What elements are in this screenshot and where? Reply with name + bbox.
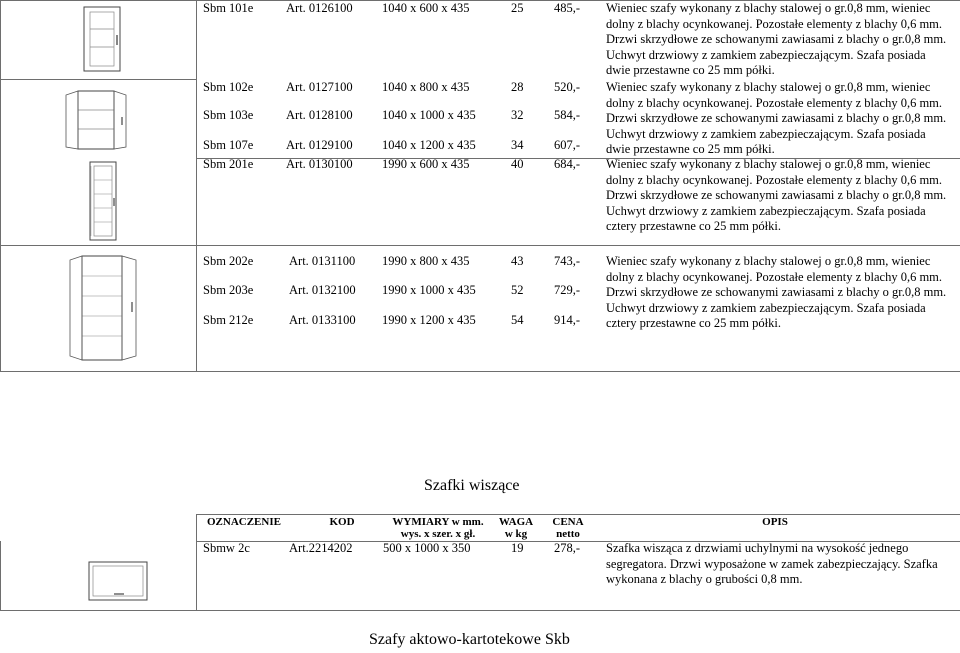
cabinet-101e-image [70,5,130,75]
row-name: Sbm 102e [203,80,254,94]
table-border-left [0,0,1,372]
row-name: Sbm 201e [203,157,254,171]
table-border-bottom [0,610,960,611]
row-name: Sbm 103e [203,108,254,122]
row-dims: 1040 x 1200 x 435 [382,138,476,152]
section-title: Szafki wiszące [424,477,520,494]
row-dims: 1040 x 1000 x 435 [382,108,476,122]
description-line: wykonana z blachy o grubości 0,8 mm. [606,572,803,586]
row-weight: 25 [511,1,524,15]
row-dims: 1990 x 1000 x 435 [382,283,476,297]
row-weight: 34 [511,138,524,152]
header-cena-line1: CENA [552,516,584,528]
row-weight: 40 [511,157,524,171]
column-divider [196,514,197,611]
row-weight: 54 [511,313,524,327]
description-line: Wieniec szafy wykonany z blachy stalowej o gr.0,8 mm, wieniec [606,80,931,94]
row-name: Sbm 212e [203,313,254,327]
description-block [606,254,946,332]
description-line: dolny z blachy ocynkowanej. Pozostałe elementy z blachy 0,6 mm. [606,16,943,31]
description-line: Wieniec szafy wykonany z blachy stalowej o gr.0,8 mm, wieniec [606,254,931,268]
row-weight: 32 [511,108,524,122]
description-line: Uchwyt drzwiowy z zamkiem zabezpieczającym. Szafa posiada [606,126,926,141]
row-price: 914,- [554,313,581,327]
description-line: Wieniec szafy wykonany z blachy stalowej o gr.0,8 mm, wieniec [606,157,931,171]
row-price: 729,- [554,283,581,297]
row-price: 607,- [554,138,581,152]
row-price: 584,- [554,108,581,122]
row-weight: 43 [511,254,524,268]
row-weight: 28 [511,80,524,94]
header-waga-line2: w kg [504,528,528,540]
header-oznaczenie: OZNACZENIE [207,516,281,528]
row-name: Sbmw 2c [203,541,250,555]
description-line: dolny z blachy ocynkowanej. Pozostałe elementy z blachy 0,6 mm. [606,95,943,110]
row-divider [0,245,960,246]
wall-cabinet-image [86,556,152,606]
row-dims: 1040 x 800 x 435 [382,80,470,94]
row-price: 684,- [554,157,581,171]
row-name: Sbm 101e [203,1,254,15]
cabinet-102e-image [60,85,140,157]
description-line: dolny z blachy ocynkowanej. Pozostałe elementy z blachy 0,6 mm. [606,269,943,284]
row-dims: 1990 x 800 x 435 [382,254,470,268]
row-dims: 1990 x 600 x 435 [382,157,470,171]
header-cena-line2: netto [556,528,580,540]
table-border-left [0,541,1,611]
header-wymiary [392,516,484,540]
description-block [606,80,946,158]
column-divider [196,0,197,372]
description-line: cztery przestawne co 25 mm półki. [606,316,781,330]
row-name: Sbm 203e [203,283,254,297]
description-line: dolny z blachy ocynkowanej. Pozostałe elementy z blachy 0,6 mm. [606,172,943,187]
row-art: Art. 0132100 [289,283,356,297]
row-art: Art. 0131100 [289,254,356,268]
description-line: Uchwyt drzwiowy z zamkiem zabezpieczającym. Szafa posiada [606,47,926,62]
row-dims: 1040 x 600 x 435 [382,1,470,15]
row-dims: 1990 x 1200 x 435 [382,313,476,327]
row-art: Art. 0129100 [286,138,353,152]
description-line: Drzwi skrzydłowe ze schowanymi zawiasami z blachy o gr.0,8 mm. [606,32,947,46]
row-price: 520,- [554,80,581,94]
description-line: dwie przestawne co 25 mm półki. [606,142,775,156]
row-price: 743,- [554,254,581,268]
description-line: segregatora. Drzwi wyposażone w zamek zabezpieczający. Szafka [606,556,938,571]
row-divider [0,79,196,80]
row-price: 278,- [554,541,581,555]
cabinet-201e-image [78,160,128,244]
cabinet-202e-image [60,250,150,365]
row-art: Art. 0133100 [289,313,356,327]
header-wymiary-line2: wys. x szer. x gł. [400,528,476,540]
header-border-top [196,514,960,515]
description-line: Wieniec szafy wykonany z blachy stalowej o gr.0,8 mm, wieniec [606,1,931,15]
row-art: Art. 0126100 [286,1,353,15]
row-weight: 19 [511,541,524,555]
description-block [606,157,946,235]
row-art: Art.2214202 [289,541,353,555]
header-waga-line1: WAGA [498,516,534,528]
header-kod: KOD [329,516,355,528]
row-price: 485,- [554,1,581,15]
row-dims: 500 x 1000 x 350 [383,541,471,555]
description-line: cztery przestawne co 25 mm półki. [606,219,781,233]
header-waga [495,516,537,540]
description-line: Uchwyt drzwiowy z zamkiem zabezpieczającym. Szafa posiada [606,300,926,315]
header-wymiary-line1: WYMIARY w mm. [392,516,484,528]
row-art: Art. 0127100 [286,80,353,94]
row-art: Art. 0128100 [286,108,353,122]
row-name: Sbm 202e [203,254,254,268]
section-title: Szafy aktowo-kartotekowe Skb [369,631,570,648]
header-cena [546,516,590,540]
description-line: Uchwyt drzwiowy z zamkiem zabezpieczającym. Szafa posiada [606,203,926,218]
description-line: Drzwi skrzydłowe ze schowanymi zawiasami z blachy o gr.0,8 mm. [606,111,947,125]
row-weight: 52 [511,283,524,297]
description-line: Drzwi skrzydłowe ze schowanymi zawiasami z blachy o gr.0,8 mm. [606,188,947,202]
description-line: Szafka wisząca z drzwiami uchylnymi na wysokość jednego [606,541,909,555]
description-block [606,541,938,588]
description-block [606,1,946,79]
table-border-bottom [0,371,960,372]
description-line: dwie przestawne co 25 mm półki. [606,63,775,77]
row-name: Sbm 107e [203,138,254,152]
row-art: Art. 0130100 [286,157,353,171]
header-opis: OPIS [762,516,788,528]
description-line: Drzwi skrzydłowe ze schowanymi zawiasami z blachy o gr.0,8 mm. [606,285,947,299]
